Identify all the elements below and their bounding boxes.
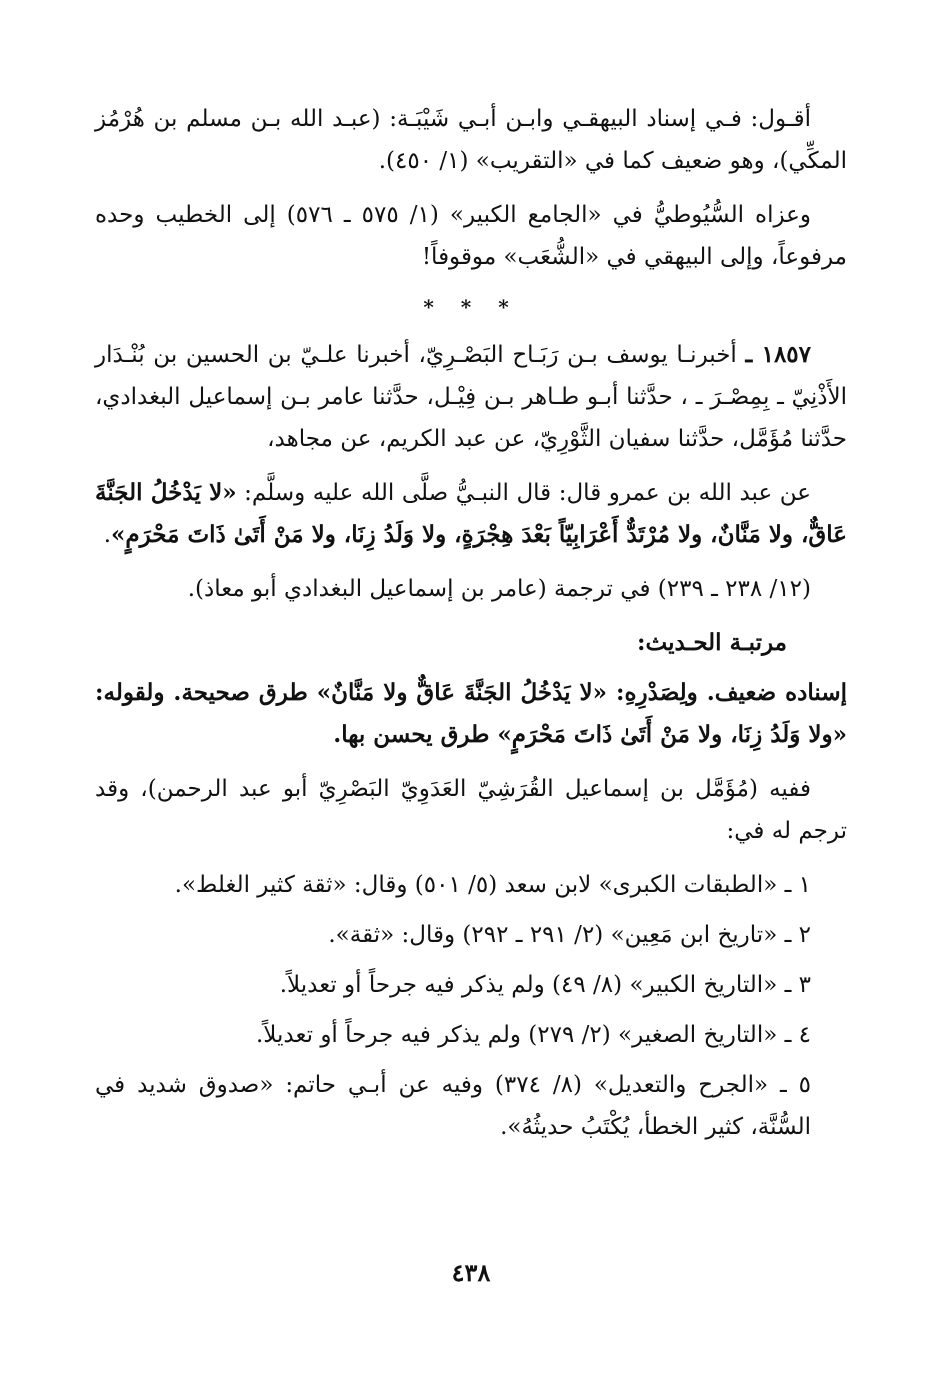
list-item: ٢ ـ «تاريخ ابن مَعِين» (٢/ ٢٩١ ـ ٢٩٢) وقال: «ثقة». xyxy=(328,922,811,948)
paragraph-attribution: وعزاه السُّيُوطيُّ في «الجامع الكبير» (١/ ٥٧٥ ـ ٥٧٦) إلى الخطيب وحده مرفوعاً، وإلى البيهقي في «الشُّعَب» موقوفاً! xyxy=(95,202,847,270)
matn-intro: عن عبد الله بن عمرو قال: قال النبـيُّ صلَّى الله عليه وسلَّم: xyxy=(236,480,811,506)
sources-list xyxy=(95,864,847,1148)
hadith-number: ١٨٥٧ ـ xyxy=(745,341,812,368)
matn-end: . xyxy=(103,522,111,548)
paragraph-comment: أقـول: فـي إسناد البيهقـي وابـن أبـي شَيْبَـة: (عبـد الله بـن مسلم بن هُرْمُز المكِّي)، وهو ضعيف كما في «التقريب» (١/ ٤٥٠). xyxy=(95,106,847,174)
paragraph-grading: إسناده ضعيف. ولِصَدْرِهِ: «لا يَدْخُلُ الجَنَّةَ عَاقٌّ ولا مَنَّانٌ» طرق صحيحة. ولقوله: «ولا وَلَدُ زِنَا، ولا مَنْ أَتَىٰ ذَاتَ مَحْرَمٍ» طرق يحسن بها. xyxy=(95,679,847,748)
list-item: ٣ ـ «التاريخ الكبير» (٨/ ٤٩) ولم يذكر فيه جرحاً أو تعديلاً. xyxy=(279,972,811,998)
paragraph-isnad xyxy=(95,334,847,460)
list-item: ١ ـ «الطبقات الكبرى» لابن سعد (٥/ ٥٠١) وقال: «ثقة كثير الغلط». xyxy=(174,872,811,898)
list-item: ٥ ـ «الجرح والتعديل» (٨/ ٣٧٤) وفيه عن أبـي حاتم: «صدوق شديد في السُّنَّة، كثير الخطأ، يُكْتَبُ حديثُهُ». xyxy=(95,1072,812,1140)
paragraph-matn xyxy=(95,472,847,556)
page-body xyxy=(95,98,847,1156)
list-item: ٤ ـ «التاريخ الصغير» (٢/ ٢٧٩) ولم يذكر فيه جرحاً أو تعديلاً. xyxy=(256,1022,811,1048)
hadith-text: «لا يَدْخُلُ الجَنَّةَ عَاقٌّ، ولا مَنَّانٌ، ولا مُرْتَدٌّ أَعْرَابِيّاً بَعْدَ هِجْرَةٍ، ولا وَلَدُ زِنَا، ولا مَنْ أَتَىٰ ذَاتَ مَحْرَمٍ» xyxy=(95,479,847,548)
section-divider: * * * xyxy=(423,295,519,319)
page-number: ٤٣٨ xyxy=(451,1258,491,1287)
paragraph-narrator: ففيه (مُؤَمَّل بن إسماعيل القُرَشِيّ العَدَوِيّ البَصْرِيّ أبو عبد الرحمن)، وقد ترجم له في: xyxy=(95,776,847,844)
section-heading: مرتبـة الحـديث: xyxy=(637,629,787,656)
paragraph-reference: (١٢/ ٢٣٨ ـ ٢٣٩) في ترجمة (عامر بن إسماعيل البغدادي أبو معاذ). xyxy=(187,576,811,602)
isnad-text: أخبرنـا يوسف بـن رَبَـاح البَصْـرِيّ، أخبرنا علـيّ بن الحسين بن بُنْـدَار الأَذْنِيّ ـ بِمِصْـرَ ـ ، حدَّثنا أبـو طـاهر بـن فِيْـل، حدَّثنا عامر بـن إسماعيل البغدادي، حدَّثنا مُؤَمَّل، حدَّثنا سفيان الثَّوْرِيّ، عن عبد الكريم، عن مجاهد، xyxy=(95,342,847,452)
